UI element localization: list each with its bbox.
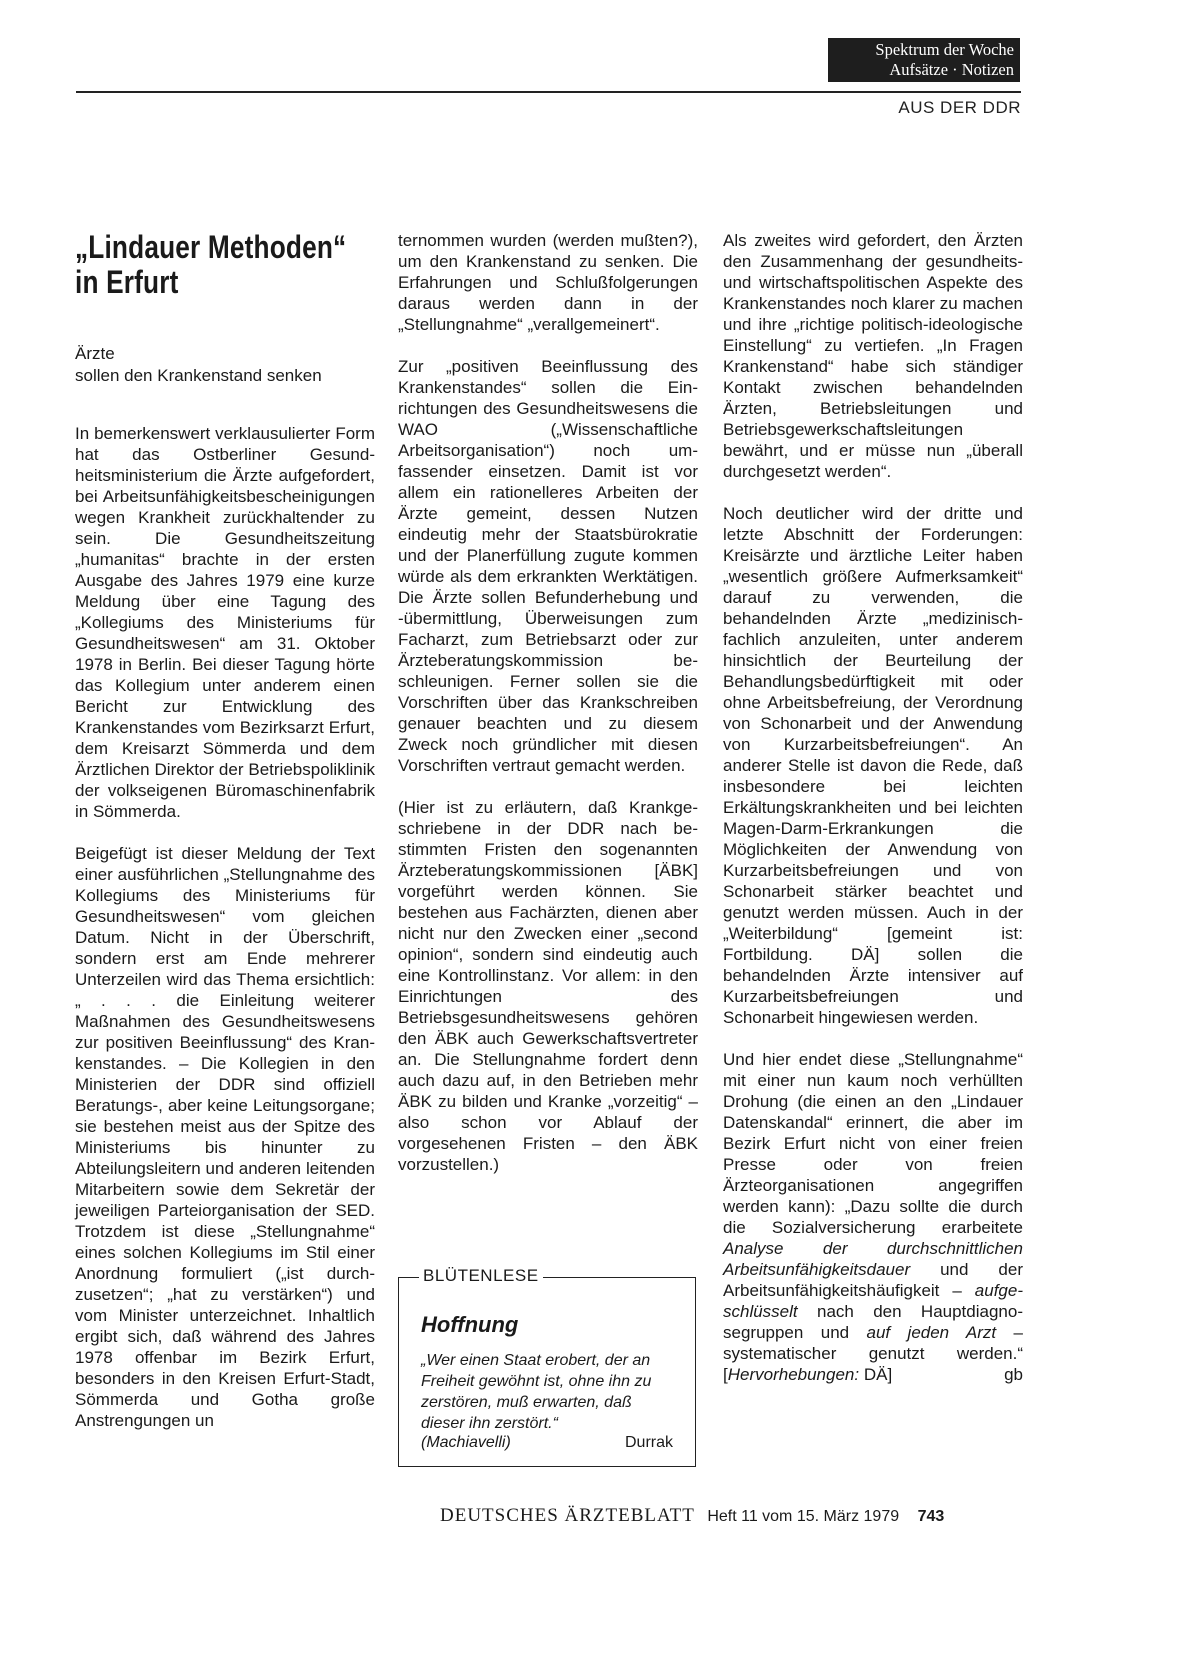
page-footer (440, 1505, 944, 1527)
title-line-1: „Lindauer Methoden“ (75, 229, 347, 265)
text-run: DÄ] (859, 1365, 893, 1384)
box-title: Hoffnung (421, 1312, 519, 1337)
author-initials: gb (1004, 1365, 1023, 1384)
paragraph: (Hier ist zu erläutern, daß Krankgeschriebene in der DDR nach bestimmten Fristen den sogenannten Ärzteberatungskommissionen [ÄBK] vorgeführt werden können. Sie bestehen aus Fachärzten, dienen aber nicht nur den Zwecken einer „second opinion“, sondern sind eindeutig auch eine Kontrollinstanz. Vor allem: in den Einrichtungen des Betriebsgesundheitswesens gehören den ÄBK auch Gewerkschaftsvertreter an. Die Stellungnahme fordert denn auch dazu auf, in den Betrieben mehr ÄBK zu bilden und Kranke „vorzeitig“ – also schon vor Ablauf der vorgesehenen Fristen – den ÄBK vorzustellen.) (398, 798, 698, 1174)
rubric-line-2: Aufsätze · Notizen (889, 60, 1014, 79)
bluetenlese-box (398, 1266, 696, 1467)
title-line-2: in Erfurt (75, 264, 179, 300)
rubric-badge (828, 38, 1020, 82)
column-1-body (75, 423, 375, 1431)
paragraph: ternommen wurden (werden mußten?), um den Krankenstand zu senken. Die Erfahrungen und Schlußfolgerungen daraus werden dann in der „Stellungnahme“ „verallgemeinert“. (398, 231, 698, 334)
paragraph: Noch deutlicher wird der dritte und letzte Abschnitt der Forderungen: Kreisärzte und ärztliche Leiter haben „wesentlich größere Aufmerksamkeit“ darauf zu verwenden, die behandelnden Ärzte „medizinisch-fachlich anzuleiten, unter anderem hinsichtlich der Beurteilung der Behandlungsbedürftigkeit mit oder ohne Arbeitsbefreiung, der Verordnung von Schonarbeit und der Anwendung von Kurzarbeitsbefreiungen“. An anderer Stelle ist davon die Rede, daß insbesondere bei leichten Erkältungskrankheiten und bei leichten Magen-Darm-Erkrankungen die Möglichkeiten der Anwendung von Kurzarbeitsbefreiungen und von Schonarbeit stärker beachtet und genutzt werden müssen. Auch in der „Weiterbildung“ [gemeint ist: Fortbildung. DÄ] sollen die behandelnden Ärzte intensiver auf Kurzarbeitsbefreiungen und Schonarbeit hingewiesen werden. (723, 504, 1023, 1027)
text-run: und der Arbeitsunfähigkeitshäufigkeit – (723, 1260, 1023, 1300)
rubric-line-1: Spektrum der Woche (875, 40, 1014, 59)
emphasis: auf jeden Arzt (866, 1323, 997, 1342)
paragraph: Als zweites wird gefordert, den Ärzten den Zusammenhang der gesundheits- und wirtschaftspolitischen Aspekte des Krankenstandes noch klarer zu machen und ihre „richtige politisch-ideologische Einstellung“ zu vertiefen. „In Fragen Krankenstand“ habe sich ständiger Kontakt zwischen behandelnden Ärzten, Betriebsleitungen und Betriebsgewerkschaftsleitungen bewährt, und er müsse nun „überall durchgesetzt werden“. (723, 231, 1023, 481)
article-title (75, 230, 387, 300)
box-label: BLÜTENLESE (419, 1266, 543, 1286)
emphasis: aufgeschlüsselt (723, 1281, 1023, 1321)
box-quote: „Wer einen Staat erobert, der an Freiheit gewöhnt ist, ohne ihn zu zerstören, muß erwarten, daß dieser ihn zerstört.“ (421, 1352, 652, 1432)
text-run: nach den Hauptdiagnosegruppen und (723, 1302, 1023, 1342)
subtitle-line-1: Ärzte (75, 344, 115, 363)
emphasis: Hervorhebungen: (727, 1365, 860, 1384)
paragraph-final (723, 1049, 1023, 1385)
text-run: – systematischer genutzt werden.“ [ (723, 1323, 1023, 1384)
page-number: 743 (917, 1508, 945, 1525)
paragraph: Beigefügt ist dieser Meldung der Text einer ausführlichen „Stellungnahme des Kollegiums des Ministeriums für Gesundheitswesen“ vom gleichen Datum. Nicht in der Überschrift, sondern erst am Ende mehrerer Unterzeilen wird das Thema ersichtlich: „ . . . die Einleitung weiterer Maßnahmen des Gesundheitswesens zur positiven Beeinflussung“ des Krankenstandes. – Die Kollegien in den Ministerien der DDR sind offiziell Beratungs-, aber keine Leitungsorgane; sie bestehen meist aus der Spitze des Ministeriums bis hinunter zu Abteilungsleitern und anderen leitenden Mitarbeitern sowie dem Sekretär der jeweiligen Parteiorganisation der SED. Trotzdem ist diese „Stellungnahme“ eines solchen Kollegiums im Stil einer Anordnung formuliert („ist durchzusetzen“; „hat zu verstärken“) und vom Minister unterzeichnet. Inhaltlich ergibt sich, daß während des Jahres 1978 offenbar im Bezirk Erfurt, besonders in den Kreisen Erfurt-Stadt, Sömmerda und Gotha große Anstrengungen un (75, 844, 375, 1430)
journal-name: DEUTSCHES ÄRZTEBLATT (440, 1505, 695, 1526)
box-attribution (421, 1432, 673, 1453)
paragraph: Zur „positiven Beeinflussung des Krankenstandes“ sollen die Einrichtungen des Gesundheitswesens die WAO („Wissenschaftliche Arbeitsorganisation“) noch umfassender einsetzen. Damit ist vor allem ein rationelleres Arbeiten der Ärzte gemeint, dessen Nutzen eindeutig mehr der Staatsbürokratie und der Planerfüllung zugute kommen würde als dem erkrankten Werktätigen. Die Ärzte sollen Befunderhebung und -übermittlung, Überweisungen zum Facharzt, zum Betriebsarzt oder zur Ärzteberatungskommission beschleunigen. Ferner sollen sie die Vorschriften über das Krankschreiben genauer beachten und zu diesem Zweck noch gründlicher mit diesen Vorschriften vertraut gemacht werden. (398, 357, 698, 775)
issue-info: Heft 11 vom 15. März 1979 (707, 1508, 900, 1525)
column-3 (723, 230, 1023, 1385)
section-label: AUS DER DDR (898, 98, 1021, 117)
header-rule (76, 91, 1021, 93)
paragraph: In bemerkenswert verklausulierter Form hat das Ostberliner Gesundheitsministerium die Ärzte aufgefordert, bei Arbeitsunfähigkeitsbescheinigungen wegen Krankheit zurückhaltender zu sein. Die Gesundheitszeitung „humanitas“ brachte in der ersten Ausgabe des Jahres 1979 eine kurze Meldung über eine Tagung des „Kollegiums des Ministeriums für Gesundheitswesen“ am 31. Oktober 1978 in Berlin. Bei dieser Tagung hörte das Kollegium unter anderem einen Bericht zur Entwicklung des Krankenstandes vom Bezirksarzt Erfurt, dem Kreisarzt Sömmerda und dem Ärztlichen Direktor der Betriebspoliklinik der volkseigenen Büromaschinenfabrik in Sömmerda. (75, 424, 375, 821)
emphasis: Analyse der durchschnittlichen Arbeitsunfähigkeitsdauer (723, 1239, 1023, 1279)
quote-source: (Machiavelli) (421, 1434, 511, 1451)
article-subtitle (75, 343, 375, 387)
subtitle-line-2: sollen den Krankenstand senken (75, 366, 322, 385)
column-2 (398, 230, 698, 1175)
column-1 (75, 230, 375, 1431)
box-author: Durrak (624, 1434, 673, 1451)
text-run: Und hier endet diese „Stellungnahme“ mit einer nun kaum noch verhüllten Drohung (die einen an den „Lindauer Datenskandal“ erinnert, die aber im Bezirk Erfurt nicht von einer freien Presse oder von freien Ärzteorganisationen angegriffen werden kann): „Dazu sollte die durch die Sozialversicherung erarbeitete (723, 1050, 1023, 1237)
